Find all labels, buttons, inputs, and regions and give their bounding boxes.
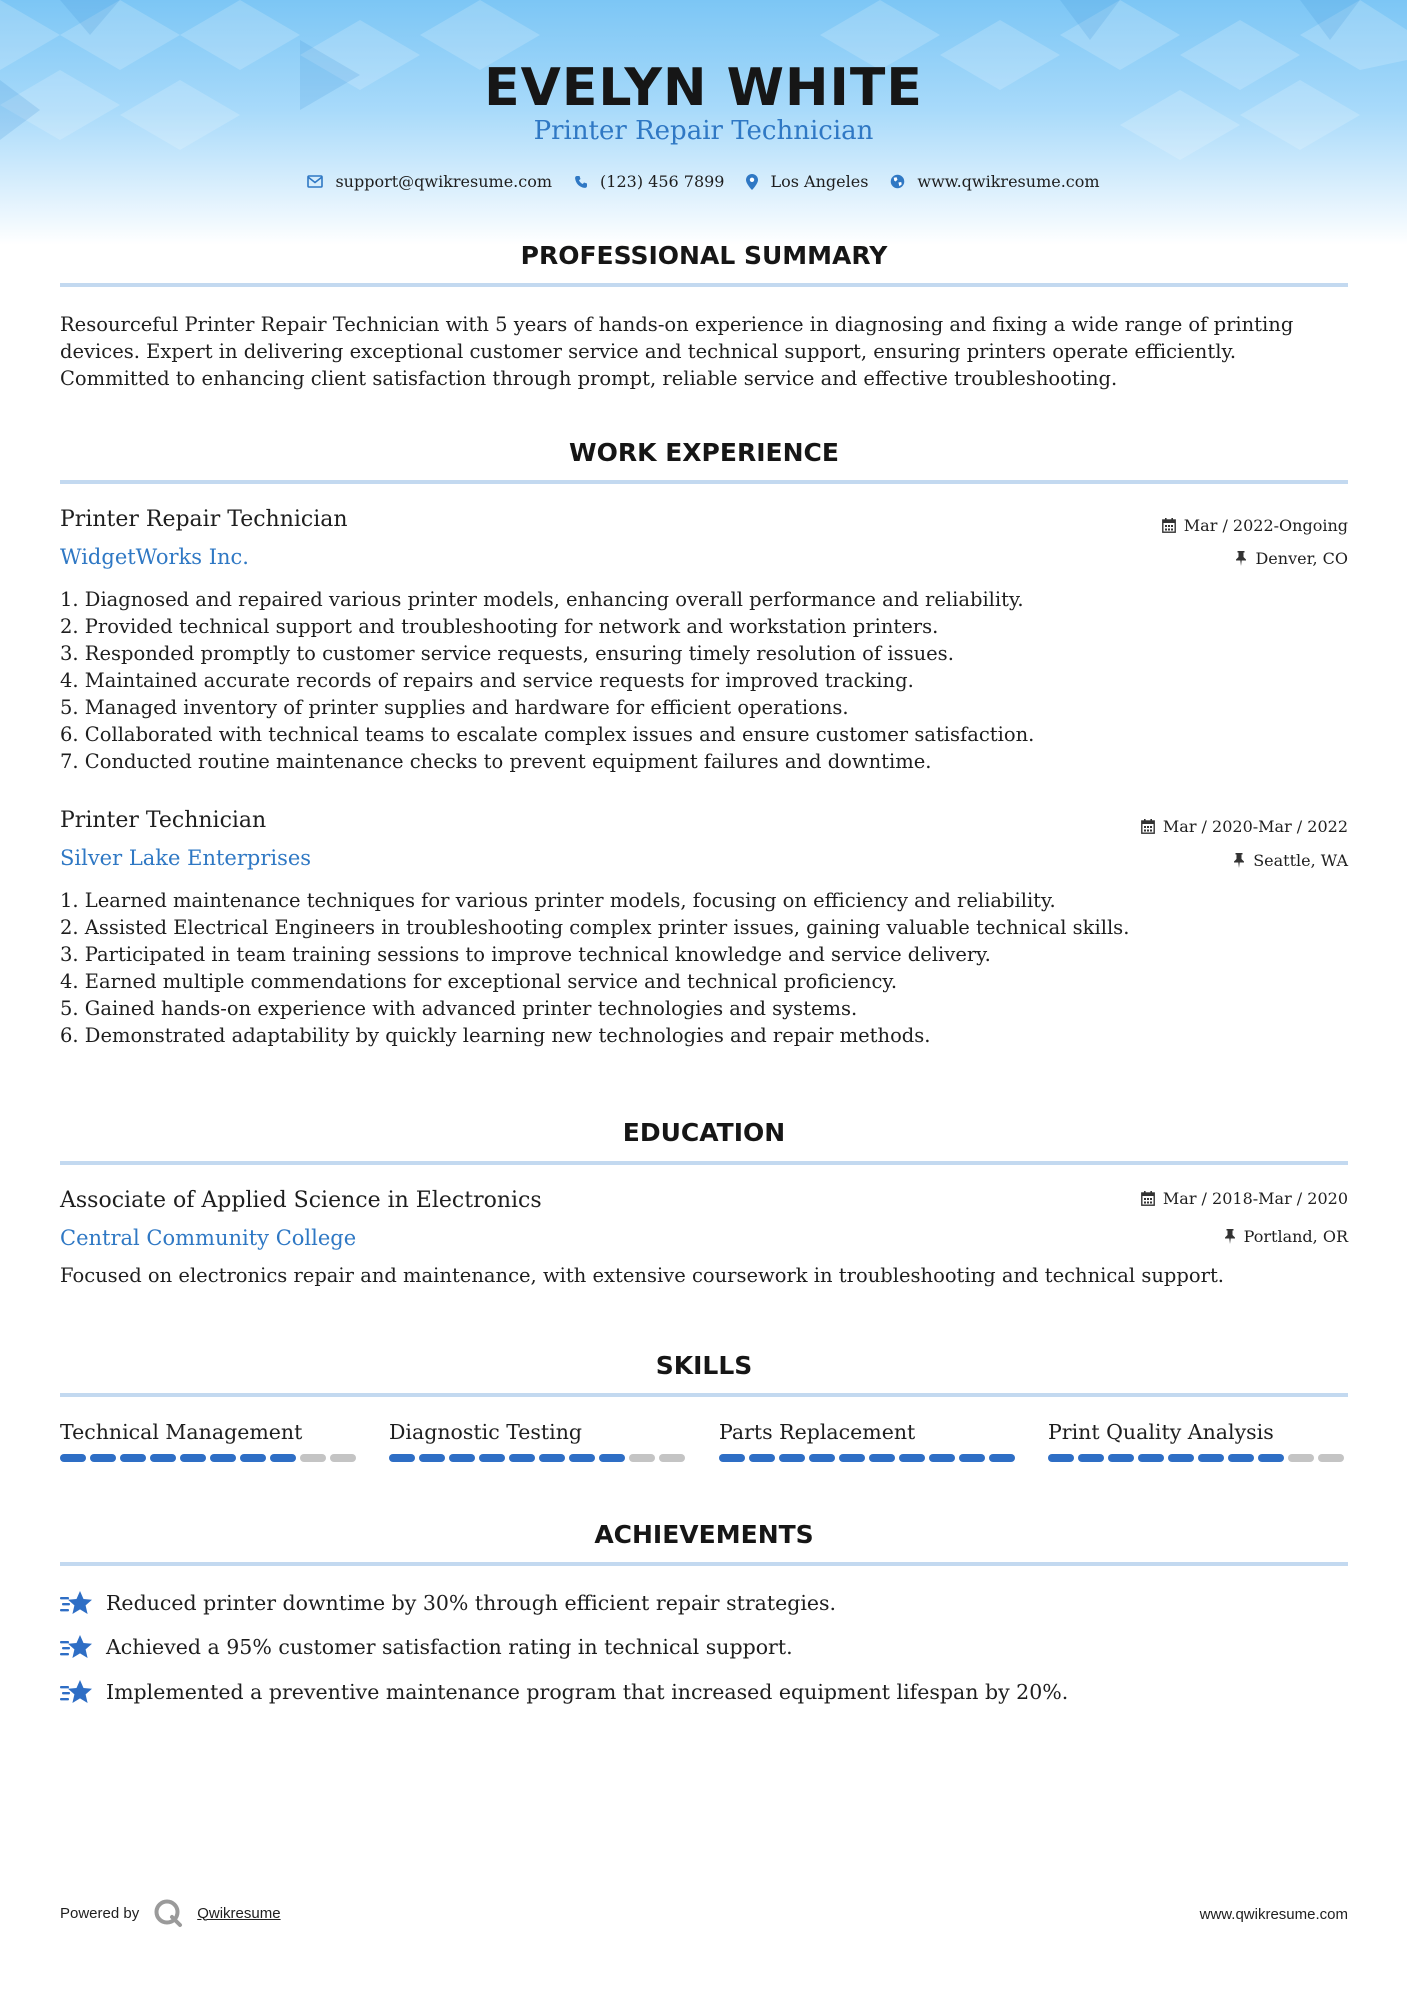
skill-segment-filled [389, 1454, 415, 1462]
shooting-star-icon [60, 1633, 94, 1661]
skill-item [389, 1420, 689, 1462]
company-name: WidgetWorks Inc. [60, 545, 249, 569]
skill-segment-filled [1228, 1454, 1254, 1462]
footer-website[interactable]: www.qwikresume.com [1199, 1906, 1348, 1923]
summary-text [60, 311, 1348, 392]
map-pin-icon [746, 174, 758, 190]
job-bullets [60, 887, 1348, 1049]
skill-segment-filled [779, 1454, 805, 1462]
summary-line: Committed to enhancing client satisfaction through prompt, reliable service and effective troubleshooting. [60, 367, 1118, 390]
skill-segment-filled [1048, 1454, 1074, 1462]
skill-name: Technical Management [60, 1420, 303, 1444]
list-item: 2. Provided technical support and troubleshooting for network and workstation printers. [60, 615, 939, 638]
skill-item [1048, 1420, 1348, 1462]
skill-item [719, 1420, 1019, 1462]
skill-segment-filled [180, 1454, 206, 1462]
skill-segment-empty [659, 1454, 685, 1462]
skill-segment-filled [989, 1454, 1015, 1462]
skill-segment-filled [569, 1454, 595, 1462]
education-dates [1141, 1189, 1348, 1208]
skill-segment-filled [959, 1454, 985, 1462]
summary-line: Resourceful Printer Repair Technician with 5 years of hands-on experience in diagnosing and fixing a wide range of printing [60, 313, 1294, 336]
skill-level-bar [389, 1454, 689, 1462]
job-location [1235, 549, 1348, 568]
skill-segment-empty [300, 1454, 326, 1462]
skill-segment-filled [719, 1454, 745, 1462]
skill-segment-filled [1168, 1454, 1194, 1462]
section-title-experience: WORK EXPERIENCE [569, 438, 839, 467]
skill-segment-filled [240, 1454, 266, 1462]
contact-email[interactable] [307, 172, 552, 191]
skill-segment-filled [809, 1454, 835, 1462]
skill-name: Diagnostic Testing [389, 1420, 583, 1444]
section-divider [60, 1393, 1348, 1397]
skill-segment-filled [539, 1454, 565, 1462]
job-location-text: Denver, CO [1255, 549, 1348, 568]
skill-segment-filled [1138, 1454, 1164, 1462]
degree-title: Associate of Applied Science in Electronics [60, 1188, 542, 1213]
list-item: 7. Conducted routine maintenance checks to prevent equipment failures and downtime. [60, 750, 932, 773]
skill-segment-filled [839, 1454, 865, 1462]
skill-segment-filled [120, 1454, 146, 1462]
footer-powered-by [60, 1898, 281, 1928]
skill-segment-filled [449, 1454, 475, 1462]
list-item: 1. Diagnosed and repaired various printer models, enhancing overall performance and reliability. [60, 588, 1024, 611]
list-item: 1. Learned maintenance techniques for various printer models, focusing on efficiency and reliability. [60, 889, 1056, 912]
website-text: www.qwikresume.com [917, 172, 1100, 191]
skill-segment-filled [869, 1454, 895, 1462]
list-item: 3. Responded promptly to customer service requests, ensuring timely resolution of issues. [60, 642, 954, 665]
job-dates-text: Mar / 2022-Ongoing [1183, 516, 1348, 535]
calendar-icon [1162, 518, 1176, 533]
skill-segment-filled [419, 1454, 445, 1462]
school-name: Central Community College [60, 1226, 357, 1250]
list-item: 4. Earned multiple commendations for exceptional service and technical proficiency. [60, 970, 898, 993]
skill-segment-filled [929, 1454, 955, 1462]
section-title-achievements: ACHIEVEMENTS [594, 1520, 814, 1549]
skill-segment-filled [90, 1454, 116, 1462]
skill-segment-filled [899, 1454, 925, 1462]
location-text: Los Angeles [770, 172, 869, 191]
education-dates-text: Mar / 2018-Mar / 2020 [1162, 1189, 1348, 1208]
section-divider [60, 1562, 1348, 1566]
skill-segment-filled [1258, 1454, 1284, 1462]
list-item: 2. Assisted Electrical Engineers in troubleshooting complex printer issues, gaining valuable technical skills. [60, 916, 1130, 939]
calendar-icon [1141, 819, 1155, 834]
company-name: Silver Lake Enterprises [60, 846, 312, 870]
achievement-item [60, 1633, 793, 1661]
section-title-summary: PROFESSIONAL SUMMARY [520, 241, 888, 270]
list-item: 5. Managed inventory of printer supplies and hardware for efficient operations. [60, 696, 849, 719]
skill-name: Print Quality Analysis [1048, 1420, 1274, 1444]
section-divider [60, 480, 1348, 484]
job-location-text: Seattle, WA [1253, 851, 1348, 870]
achievement-text: Implemented a preventive maintenance program that increased equipment lifespan by 20%. [106, 1680, 1069, 1704]
qwikresume-logo-icon [153, 1898, 183, 1928]
pushpin-icon [1235, 551, 1247, 566]
phone-text: (123) 456 7899 [600, 172, 725, 191]
skill-name: Parts Replacement [719, 1420, 916, 1444]
list-item: 4. Maintained accurate records of repairs and service requests for improved tracking. [60, 669, 914, 692]
section-divider [60, 1161, 1348, 1165]
skill-segment-filled [509, 1454, 535, 1462]
skill-segment-filled [1108, 1454, 1134, 1462]
globe-icon [890, 174, 905, 189]
candidate-title: Printer Repair Technician [533, 116, 874, 146]
skill-item [60, 1420, 360, 1462]
skill-segment-empty [330, 1454, 356, 1462]
job-location [1233, 851, 1348, 870]
section-divider [60, 283, 1348, 287]
skill-level-bar [719, 1454, 1019, 1462]
phone-icon [574, 175, 588, 189]
envelope-icon [307, 175, 323, 188]
job-title: Printer Repair Technician [60, 507, 348, 532]
shooting-star-icon [60, 1678, 94, 1706]
education-location [1224, 1227, 1348, 1246]
skill-level-bar [60, 1454, 360, 1462]
contact-website[interactable] [890, 172, 1099, 191]
skill-segment-filled [210, 1454, 236, 1462]
pushpin-icon [1224, 1229, 1236, 1244]
job-dates [1141, 817, 1348, 836]
powered-by-label: Powered by [60, 1904, 140, 1922]
section-title-education: EDUCATION [622, 1118, 786, 1147]
education-description: Focused on electronics repair and maintenance, with extensive coursework in troubleshooting and technical support. [60, 1264, 1224, 1287]
skill-segment-filled [270, 1454, 296, 1462]
list-item: 6. Collaborated with technical teams to escalate complex issues and ensure customer satisfaction. [60, 723, 1035, 746]
calendar-icon [1141, 1191, 1155, 1206]
contact-phone[interactable] [574, 172, 724, 191]
education-location-text: Portland, OR [1243, 1227, 1348, 1246]
list-item: 6. Demonstrated adaptability by quickly learning new technologies and repair methods. [60, 1024, 931, 1047]
contact-location [746, 172, 868, 191]
skill-segment-empty [1288, 1454, 1314, 1462]
skill-segment-filled [60, 1454, 86, 1462]
skill-level-bar [1048, 1454, 1348, 1462]
job-title: Printer Technician [60, 808, 267, 833]
section-title-skills: SKILLS [655, 1351, 753, 1380]
skill-segment-filled [1078, 1454, 1104, 1462]
skill-segment-empty [629, 1454, 655, 1462]
candidate-name: EVELYN WHITE [484, 58, 923, 118]
skill-segment-filled [1198, 1454, 1224, 1462]
skill-segment-filled [599, 1454, 625, 1462]
shooting-star-icon [60, 1589, 94, 1617]
skill-segment-filled [749, 1454, 775, 1462]
list-item: 3. Participated in team training sessions to improve technical knowledge and service delivery. [60, 943, 991, 966]
achievement-text: Achieved a 95% customer satisfaction rating in technical support. [106, 1635, 793, 1659]
job-dates-text: Mar / 2020-Mar / 2022 [1162, 817, 1348, 836]
summary-line: devices. Expert in delivering exceptional customer service and technical support, ensuring printers operate efficiently. [60, 340, 1237, 363]
pushpin-icon [1233, 853, 1245, 868]
contact-bar [0, 172, 1407, 191]
qwikresume-link[interactable]: Qwikresume [197, 1904, 281, 1922]
job-bullets [60, 586, 1348, 775]
skill-segment-filled [479, 1454, 505, 1462]
skill-segment-filled [150, 1454, 176, 1462]
email-text: support@qwikresume.com [335, 172, 553, 191]
achievement-item [60, 1589, 836, 1617]
achievement-item [60, 1678, 1068, 1706]
list-item: 5. Gained hands-on experience with advanced printer technologies and systems. [60, 997, 858, 1020]
job-dates [1162, 516, 1348, 535]
achievement-text: Reduced printer downtime by 30% through efficient repair strategies. [106, 1591, 837, 1615]
skill-segment-empty [1318, 1454, 1344, 1462]
